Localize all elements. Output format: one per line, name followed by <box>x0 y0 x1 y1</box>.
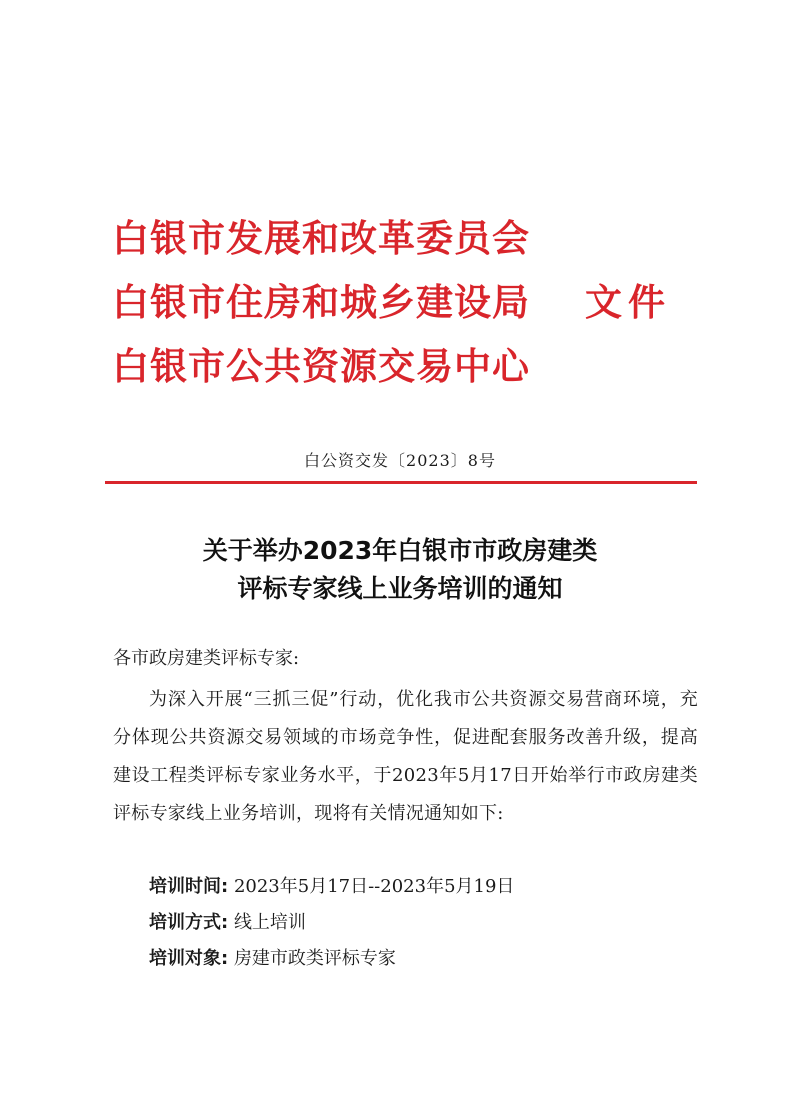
document-number: 白公资交发〔2023〕8号 <box>304 451 496 470</box>
training-audience-value: 房建市政类评标专家 <box>233 948 396 969</box>
training-time-value: 2023年5月17日--2023年5月19日 <box>233 876 515 897</box>
training-audience-label: 培训对象: <box>149 948 229 969</box>
notice-title <box>0 532 800 608</box>
body-paragraph: 为深入开展“三抓三促”行动，优化我市公共资源交易营商环境，充分体现公共资源交易领域的市场竞争性，促进配套服务改善升级，提高建设工程类评标专家业务水平，于2023年5月17日开始举行市政房建类评标专家线上业务培训，现将有关情况通知如下: <box>113 689 698 824</box>
issuer-public-resource-trading-center: 白银市公共资源交易中心 <box>112 345 530 388</box>
training-method-label: 培训方式: <box>149 912 229 933</box>
notice-title-line-1: 关于举办2023年白银市市政房建类 <box>202 536 598 565</box>
issuer-development-reform-commission: 白银市发展和改革委员会 <box>112 217 530 260</box>
document-header <box>112 214 732 394</box>
notice-title-line-2: 评标专家线上业务培训的通知 <box>237 574 563 603</box>
red-divider-line <box>105 481 697 484</box>
training-audience-row <box>149 944 396 970</box>
training-time-row <box>149 872 514 898</box>
training-time-label: 培训时间: <box>149 876 229 897</box>
training-method-row <box>149 908 306 934</box>
training-method-value: 线上培训 <box>233 912 306 933</box>
salutation: 各市政房建类评标专家: <box>113 648 300 669</box>
issuer-housing-construction-bureau: 白银市住房和城乡建设局 <box>112 281 530 324</box>
document-type-label: 文件 <box>585 281 671 324</box>
